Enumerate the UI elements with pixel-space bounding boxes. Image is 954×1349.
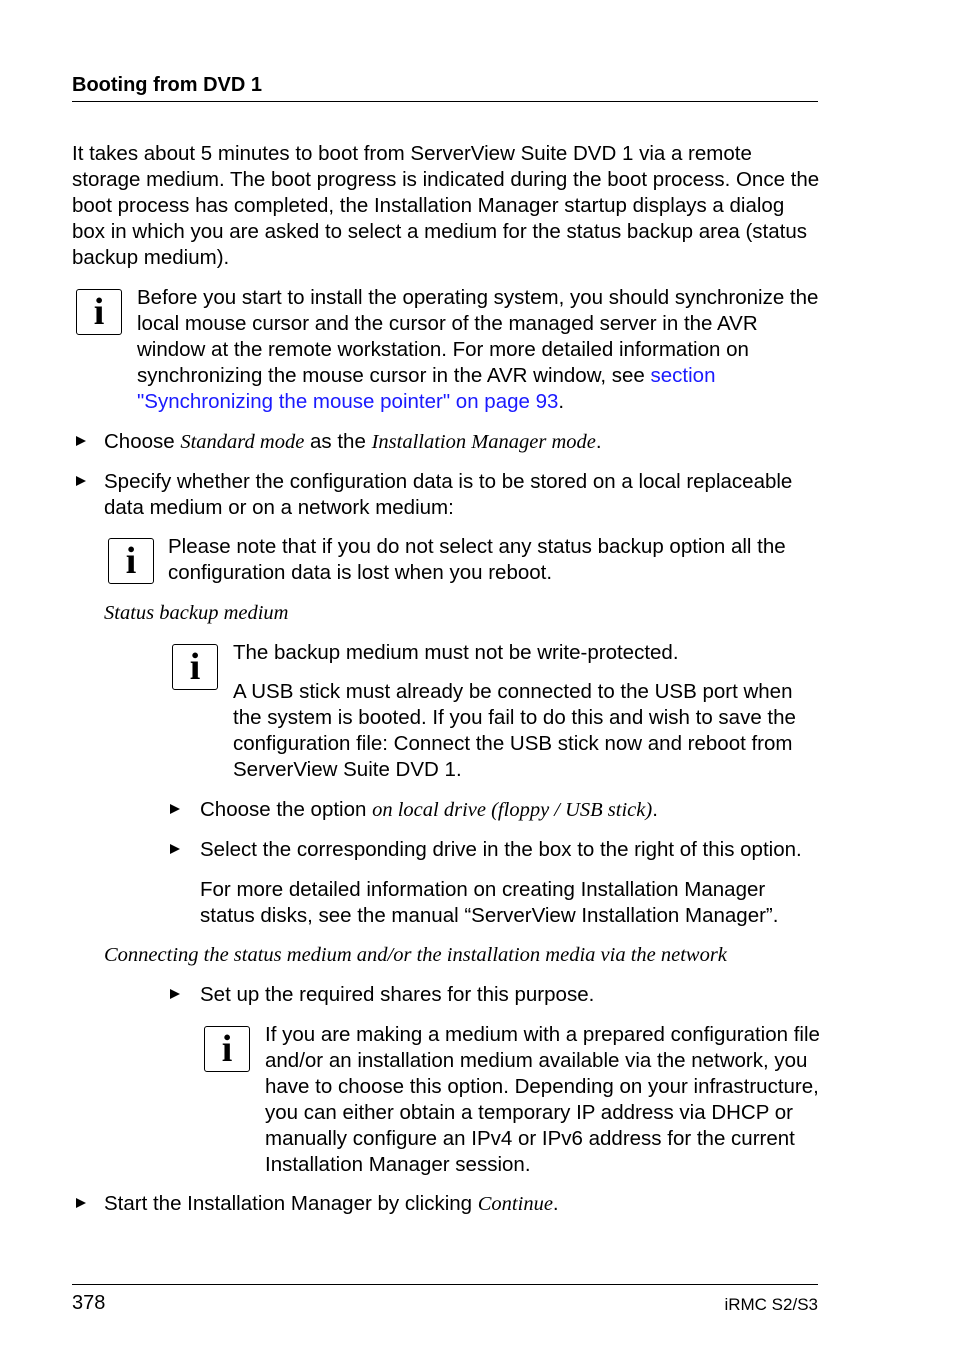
continue-label: Continue [477,1193,553,1215]
step6-text: Start the Installation Manager by clicking [104,1192,478,1215]
note-sync-mouse [137,285,822,415]
note-write-protect: The backup medium must not be write-protected. [233,641,679,664]
header-rule [72,101,818,102]
step3-text: Choose the option [200,798,373,821]
bullet-arrow-icon [76,436,86,446]
step-choose-mode [104,429,824,455]
bullet-arrow-icon [170,989,180,999]
info-icon: i [172,644,218,690]
bullet-arrow-icon [170,844,180,854]
info-icon: i [76,289,122,335]
note-network-medium: If you are making a medium with a prepared configuration file and/or an installation medium available via the network, you have to choose this option. Depending on your infrastructure, you can either obtain a temporary IP address via DHCP or manually configure an IPv4 or IPv6 address for the current Installation Manager session. [265,1023,820,1176]
product-name: iRMC S2/S3 [724,1295,818,1314]
standard-mode-label: Standard mode [180,431,305,453]
section-header: Booting from DVD 1 [72,74,262,96]
local-drive-option-label: on local drive (floppy / USB stick) [372,799,653,821]
bullet-arrow-icon [170,804,180,814]
more-info-paragraph: For more detailed information on creating Installation Manager status disks, see the manual “ServerView Installation Manager”. [200,878,779,927]
step-specify-config: Specify whether the configuration data is to be stored on a local replaceable data medium or on a network medium: [104,470,793,519]
step-start-manager [104,1191,824,1217]
step3-end: . [652,798,658,821]
step1-text: Choose [104,430,181,453]
subheading-network: Connecting the status medium and/or the installation media via the network [104,944,727,966]
page-number: 378 [72,1292,106,1314]
installation-manager-mode-label: Installation Manager mode [371,431,596,453]
note-status-backup: Please note that if you do not select any status backup option all the configuration data is lost when you reboot. [168,535,786,584]
info-icon: i [108,538,154,584]
footer-rule [72,1284,818,1285]
step1-end: . [595,430,602,453]
info-icon: i [204,1026,250,1072]
subheading-status-backup: Status backup medium [104,602,289,624]
note-sync-end: . [558,390,565,413]
intro-paragraph: It takes about 5 minutes to boot from ServerView Suite DVD 1 via a remote storage medium. The boot progress is indicated during the boot process. Once the boot process has completed, the Installation Manager startup displays a dialog box in which you are asked to select a medium for the status backup area (status backup medium). [72,142,820,269]
bullet-arrow-icon [76,476,86,486]
bullet-arrow-icon [76,1198,86,1208]
note-sync-text: Before you start to install the operating system, you should synchronize the local mouse cursor and the cursor of the managed server in the AVR window at the remote workstation. For more detailed information on synchronizing the mouse cursor in the AVR window, see [137,286,819,387]
step-choose-option [200,797,825,823]
step1-mid: as the [304,430,372,453]
section-link[interactable]: section "Synchronizing the mouse pointer" on page 93 [137,364,716,413]
step-select-drive: Select the corresponding drive in the box to the right of this option. [200,838,802,861]
note-usb-stick: A USB stick must already be connected to the USB port when the system is booted. If you fail to do this and wish to save the configuration file: Connect the USB stick now and reboot from ServerView Suite DVD 1. [233,680,796,781]
step-setup-shares: Set up the required shares for this purpose. [200,983,595,1006]
step6-end: . [552,1192,559,1215]
